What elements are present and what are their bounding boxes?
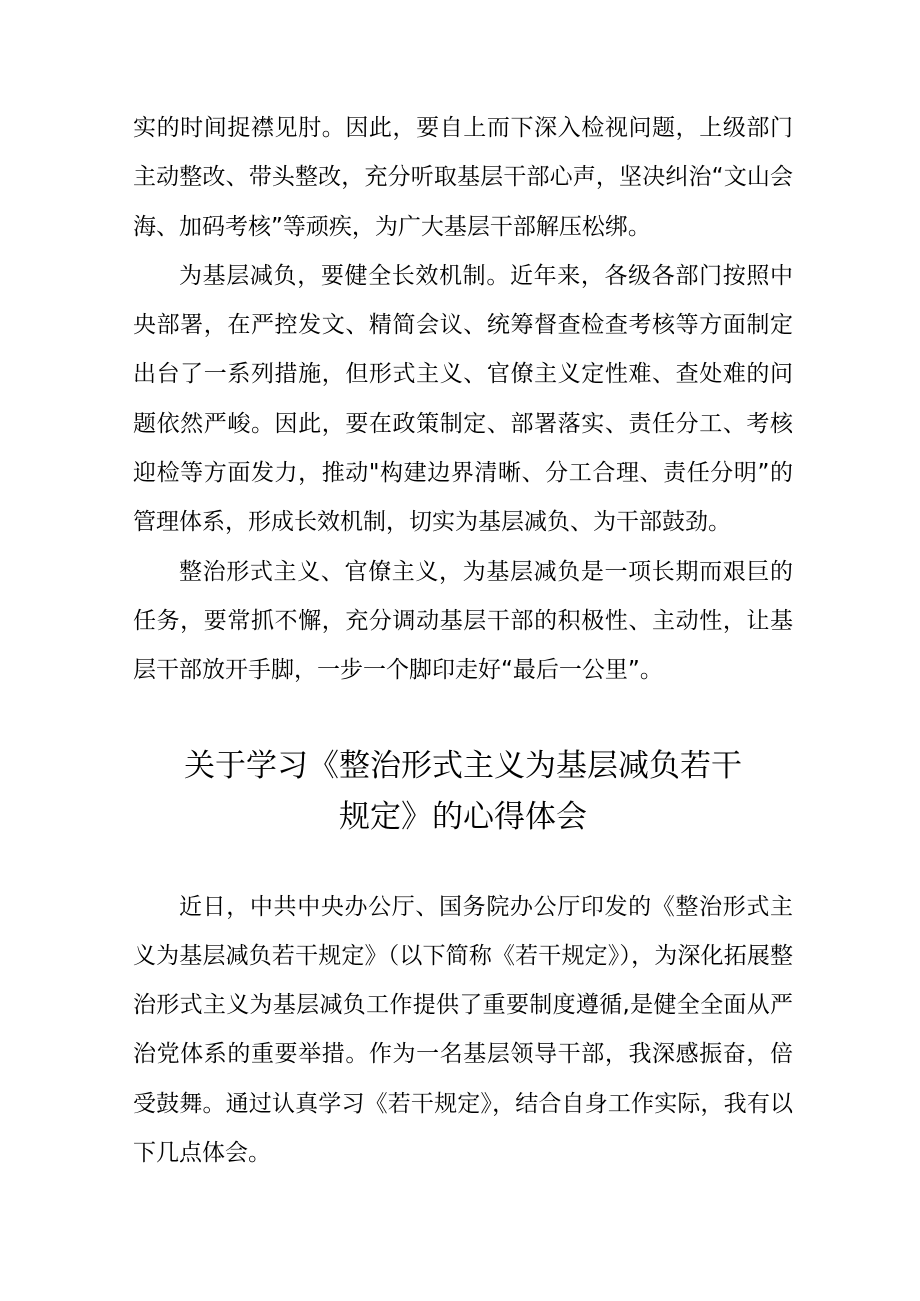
article-title-line-1: 关于学习《整治形式主义为基层减负若干	[184, 747, 742, 784]
article-title-text	[133, 741, 793, 843]
paragraph-introduction: 近日，中共中央办公厅、国务院办公厅印发的《整治形式主义为基层减负若干规定》（以下简称《若干规定》），为深化拓展整治形式主义为基层减负工作提供了重要制度遵循,是健全全面从严治党体系的重要举措。作为一名基层领导干部，我深感振奋，倍受鼓舞。通过认真学习《若干规定》，结合自身工作实际，我有以下几点体会。	[133, 893, 793, 1167]
paragraph-long-term-mechanism: 为基层减负，要健全长效机制。近年来，各级各部门按照中央部署，在严控发文、精简会议、统筹督查检查考核等方面制定出台了一系列措施，但形式主义、官僚主义定性难、查处难的问题依然严峻。因此，要在政策制定、部署落实、责任分工、考核迎检等方面发力，推动"构建边界清晰、分工合理、责任分明”的管理体系，形成长效机制，切实为基层减负、为干部鼓劲。	[133, 262, 793, 536]
document-body	[133, 104, 793, 1178]
paragraph-continued: 实的时间捉襟见肘。因此，要自上而下深入检视问题，上级部门主动整改、带头整改，充分听取基层干部心声，坚决纠治“文山会海、加码考核”等顽疾，为广大基层干部解压松绑。	[133, 115, 793, 240]
paragraph-conclusion: 整治形式主义、官僚主义，为基层减负是一项长期而艰巨的任务，要常抓不懈，充分调动基层干部的积极性、主动性，让基层干部放开手脚，一步一个脚印走好“最后一公里”。	[133, 558, 793, 684]
article-title	[133, 741, 793, 843]
article-title-line-2: 规定》的心得体会	[339, 798, 587, 835]
